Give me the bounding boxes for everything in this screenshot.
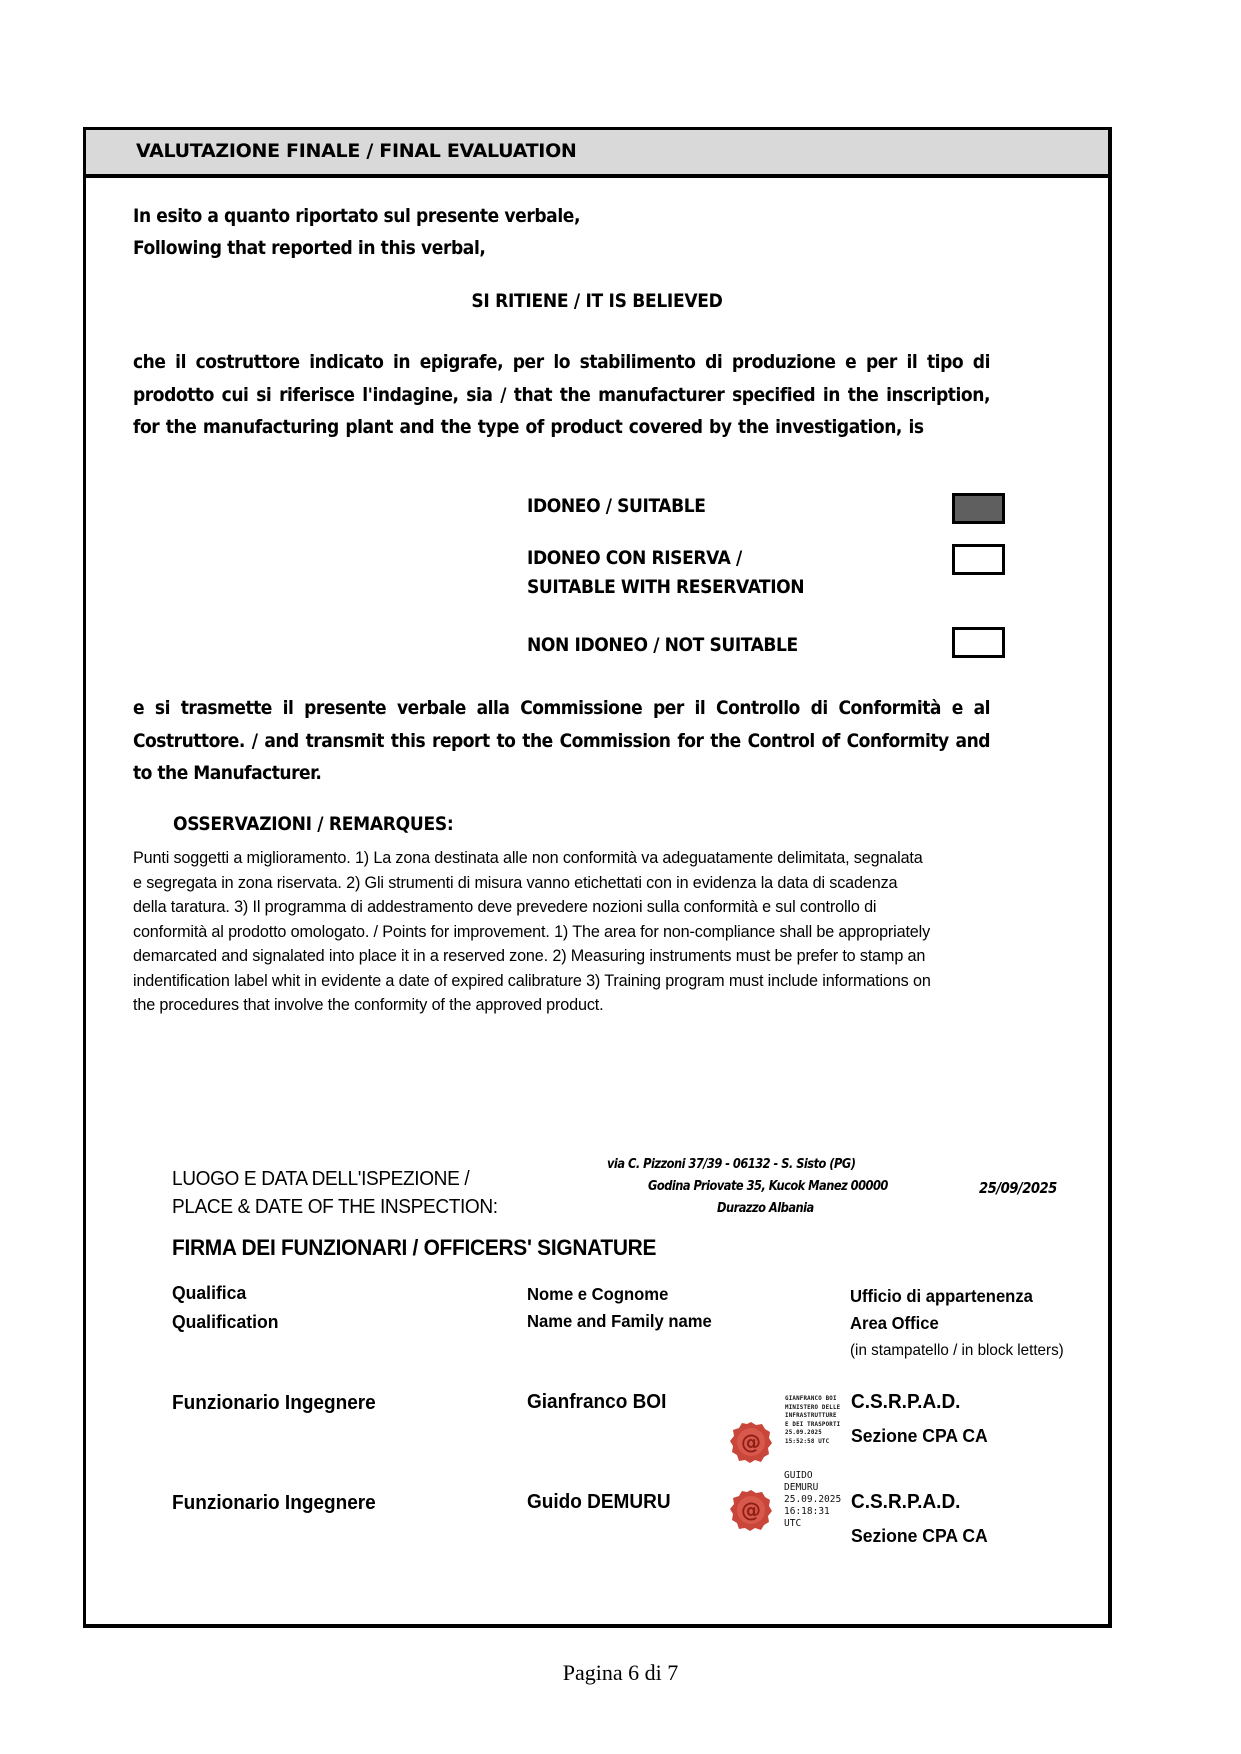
remarks-line: della taratura. 3) Il programma di addestramento deve prevedere nozioni sulla conformità e sul controllo di: [133, 898, 877, 916]
option-suitable-label: IDONEO / SUITABLE: [527, 495, 706, 517]
office-header-en: Area Office: [850, 1313, 939, 1333]
option-reservation-line1: IDONEO CON RISERVA /: [527, 547, 742, 569]
final-evaluation-section: [83, 127, 1112, 1628]
remarks-line: conformità al prodotto omologato. / Points for improvement. 1) The area for non-compliance shall be appropriately: [133, 922, 931, 941]
qualification-header-en: Qualification: [172, 1311, 279, 1332]
remarks-line: indentification label whit in evidente a date of expired calibrature 3) Training program must include informations on: [133, 971, 931, 990]
remarks-title: OSSERVAZIONI / REMARQUES:: [173, 813, 454, 835]
stamp-line: DEMURU: [784, 1482, 819, 1493]
qualification-header: [172, 1278, 278, 1336]
officer-1-name: Gianfranco BOI: [527, 1391, 667, 1413]
stamp-line: 16:18:31: [784, 1506, 830, 1517]
name-header-it: Nome e Cognome: [527, 1284, 669, 1304]
remarks-line: e segregata in zona riservata. 2) Gli strumenti di misura vanno etichettati con in evidenza la data di scadenza: [133, 873, 898, 892]
remarks-line: the procedures that involve the conformity of the approved product.: [133, 996, 604, 1014]
option-suitable-checkbox[interactable]: [952, 493, 1005, 524]
stamp-line: 25.09.2025: [785, 1430, 822, 1436]
stamp-line: GUIDO: [784, 1470, 813, 1481]
office-header-it: Ufficio di appartenenza: [850, 1286, 1033, 1306]
stamp-line: GIANFRANCO BOI: [785, 1396, 837, 1402]
name-header: [527, 1281, 712, 1335]
remarks-line: Punti soggetti a miglioramento. 1) La zona destinata alle non conformità va adeguatamente delimitata, segnalata: [133, 849, 923, 867]
believed-heading: SI RITIENE / IT IS BELIEVED: [471, 290, 723, 312]
stamp-line: INFRASTRUTTURE: [785, 1413, 837, 1419]
office-header-note: (in stampatello / in block letters): [850, 1342, 1064, 1359]
stamp-line: 25.09.2025: [784, 1494, 842, 1505]
intro-line-en: Following that reported in this verbal,: [133, 237, 486, 259]
option-suitable-reservation-checkbox[interactable]: [952, 544, 1005, 575]
officer-1-qualification: Funzionario Ingegnere: [172, 1392, 376, 1414]
transmit-paragraph: e si trasmette il presente verbale alla Commissione per il Controllo di Conformità e al Costruttore. / and transmit this report to the Commission for the Control of Conformity and to the Manufacturer.: [133, 697, 990, 784]
svg-text:@: @: [741, 1498, 761, 1522]
remarks-text: [133, 846, 1118, 1018]
inspection-place-label: [172, 1165, 498, 1221]
office-header: [850, 1283, 1064, 1364]
stamp-line: E DEI TRASPORTI: [785, 1421, 841, 1428]
statement-paragraph: che il costruttore indicato in epigrafe, per lo stabilimento di produzione e per il tipo di prodotto cui si riferisce l'indagine, sia / that the manufacturer specified in the inscription, for the manufacturing plant and the type of product covered by the investigation, is: [133, 351, 990, 438]
officer-2-name: Guido DEMURU: [527, 1491, 671, 1513]
section-title: VALUTAZIONE FINALE / FINAL EVALUATION: [136, 140, 577, 162]
stamp-line: MINISTERO DELLE: [785, 1404, 841, 1411]
inspection-address-line1: via C. Pizzoni 37/39 - 06132 - S. Sisto (PG): [607, 1157, 856, 1172]
inspection-address-line3: Durazzo Albania: [717, 1201, 814, 1216]
inspection-date: 25/09/2025: [979, 1179, 1057, 1197]
remarks-line: demarcated and signalated into place it in a reserved zone. 2) Measuring instruments must be prefer to stamp an: [133, 947, 926, 965]
stamp-line: 15:52:58 UTC: [785, 1438, 830, 1445]
officer-2-office-line1: C.S.R.P.A.D.: [851, 1491, 961, 1513]
intro-line-it: In esito a quanto riportato sul presente verbale,: [133, 205, 581, 227]
officer-2-stamp-text: [784, 1470, 841, 1530]
officer-2-qualification: Funzionario Ingegnere: [172, 1492, 376, 1514]
option-suitable-reservation-label: [527, 544, 804, 602]
officer-1-office-line1: C.S.R.P.A.D.: [851, 1391, 961, 1413]
name-header-en: Name and Family name: [527, 1311, 712, 1331]
signatures-title: FIRMA DEI FUNZIONARI / OFFICERS' SIGNATURE: [172, 1235, 657, 1260]
svg-text:@: @: [741, 1430, 761, 1454]
officer-1-stamp-text: [785, 1395, 840, 1446]
intro-text: [133, 200, 580, 264]
digital-seal-icon: [729, 1420, 773, 1464]
officer-2-office-line2: Sezione CPA CA: [851, 1525, 988, 1546]
inspection-label-it: LUOGO E DATA DELL'ISPEZIONE /: [172, 1167, 470, 1190]
option-reservation-line2: SUITABLE WITH RESERVATION: [527, 576, 805, 598]
inspection-label-en: PLACE & DATE OF THE INSPECTION:: [172, 1195, 498, 1218]
option-not-suitable-checkbox[interactable]: [952, 627, 1005, 658]
qualification-header-it: Qualifica: [172, 1282, 247, 1303]
digital-seal-icon: [729, 1488, 773, 1532]
option-not-suitable-label: NON IDONEO / NOT SUITABLE: [527, 634, 798, 656]
inspection-address-line2: Godina Priovate 35, Kucok Manez 00000: [648, 1179, 888, 1194]
section-header: [86, 130, 1108, 178]
page-number: Pagina 6 di 7: [562, 1660, 679, 1685]
officer-1-office-line2: Sezione CPA CA: [851, 1425, 988, 1446]
stamp-line: UTC: [784, 1518, 802, 1529]
